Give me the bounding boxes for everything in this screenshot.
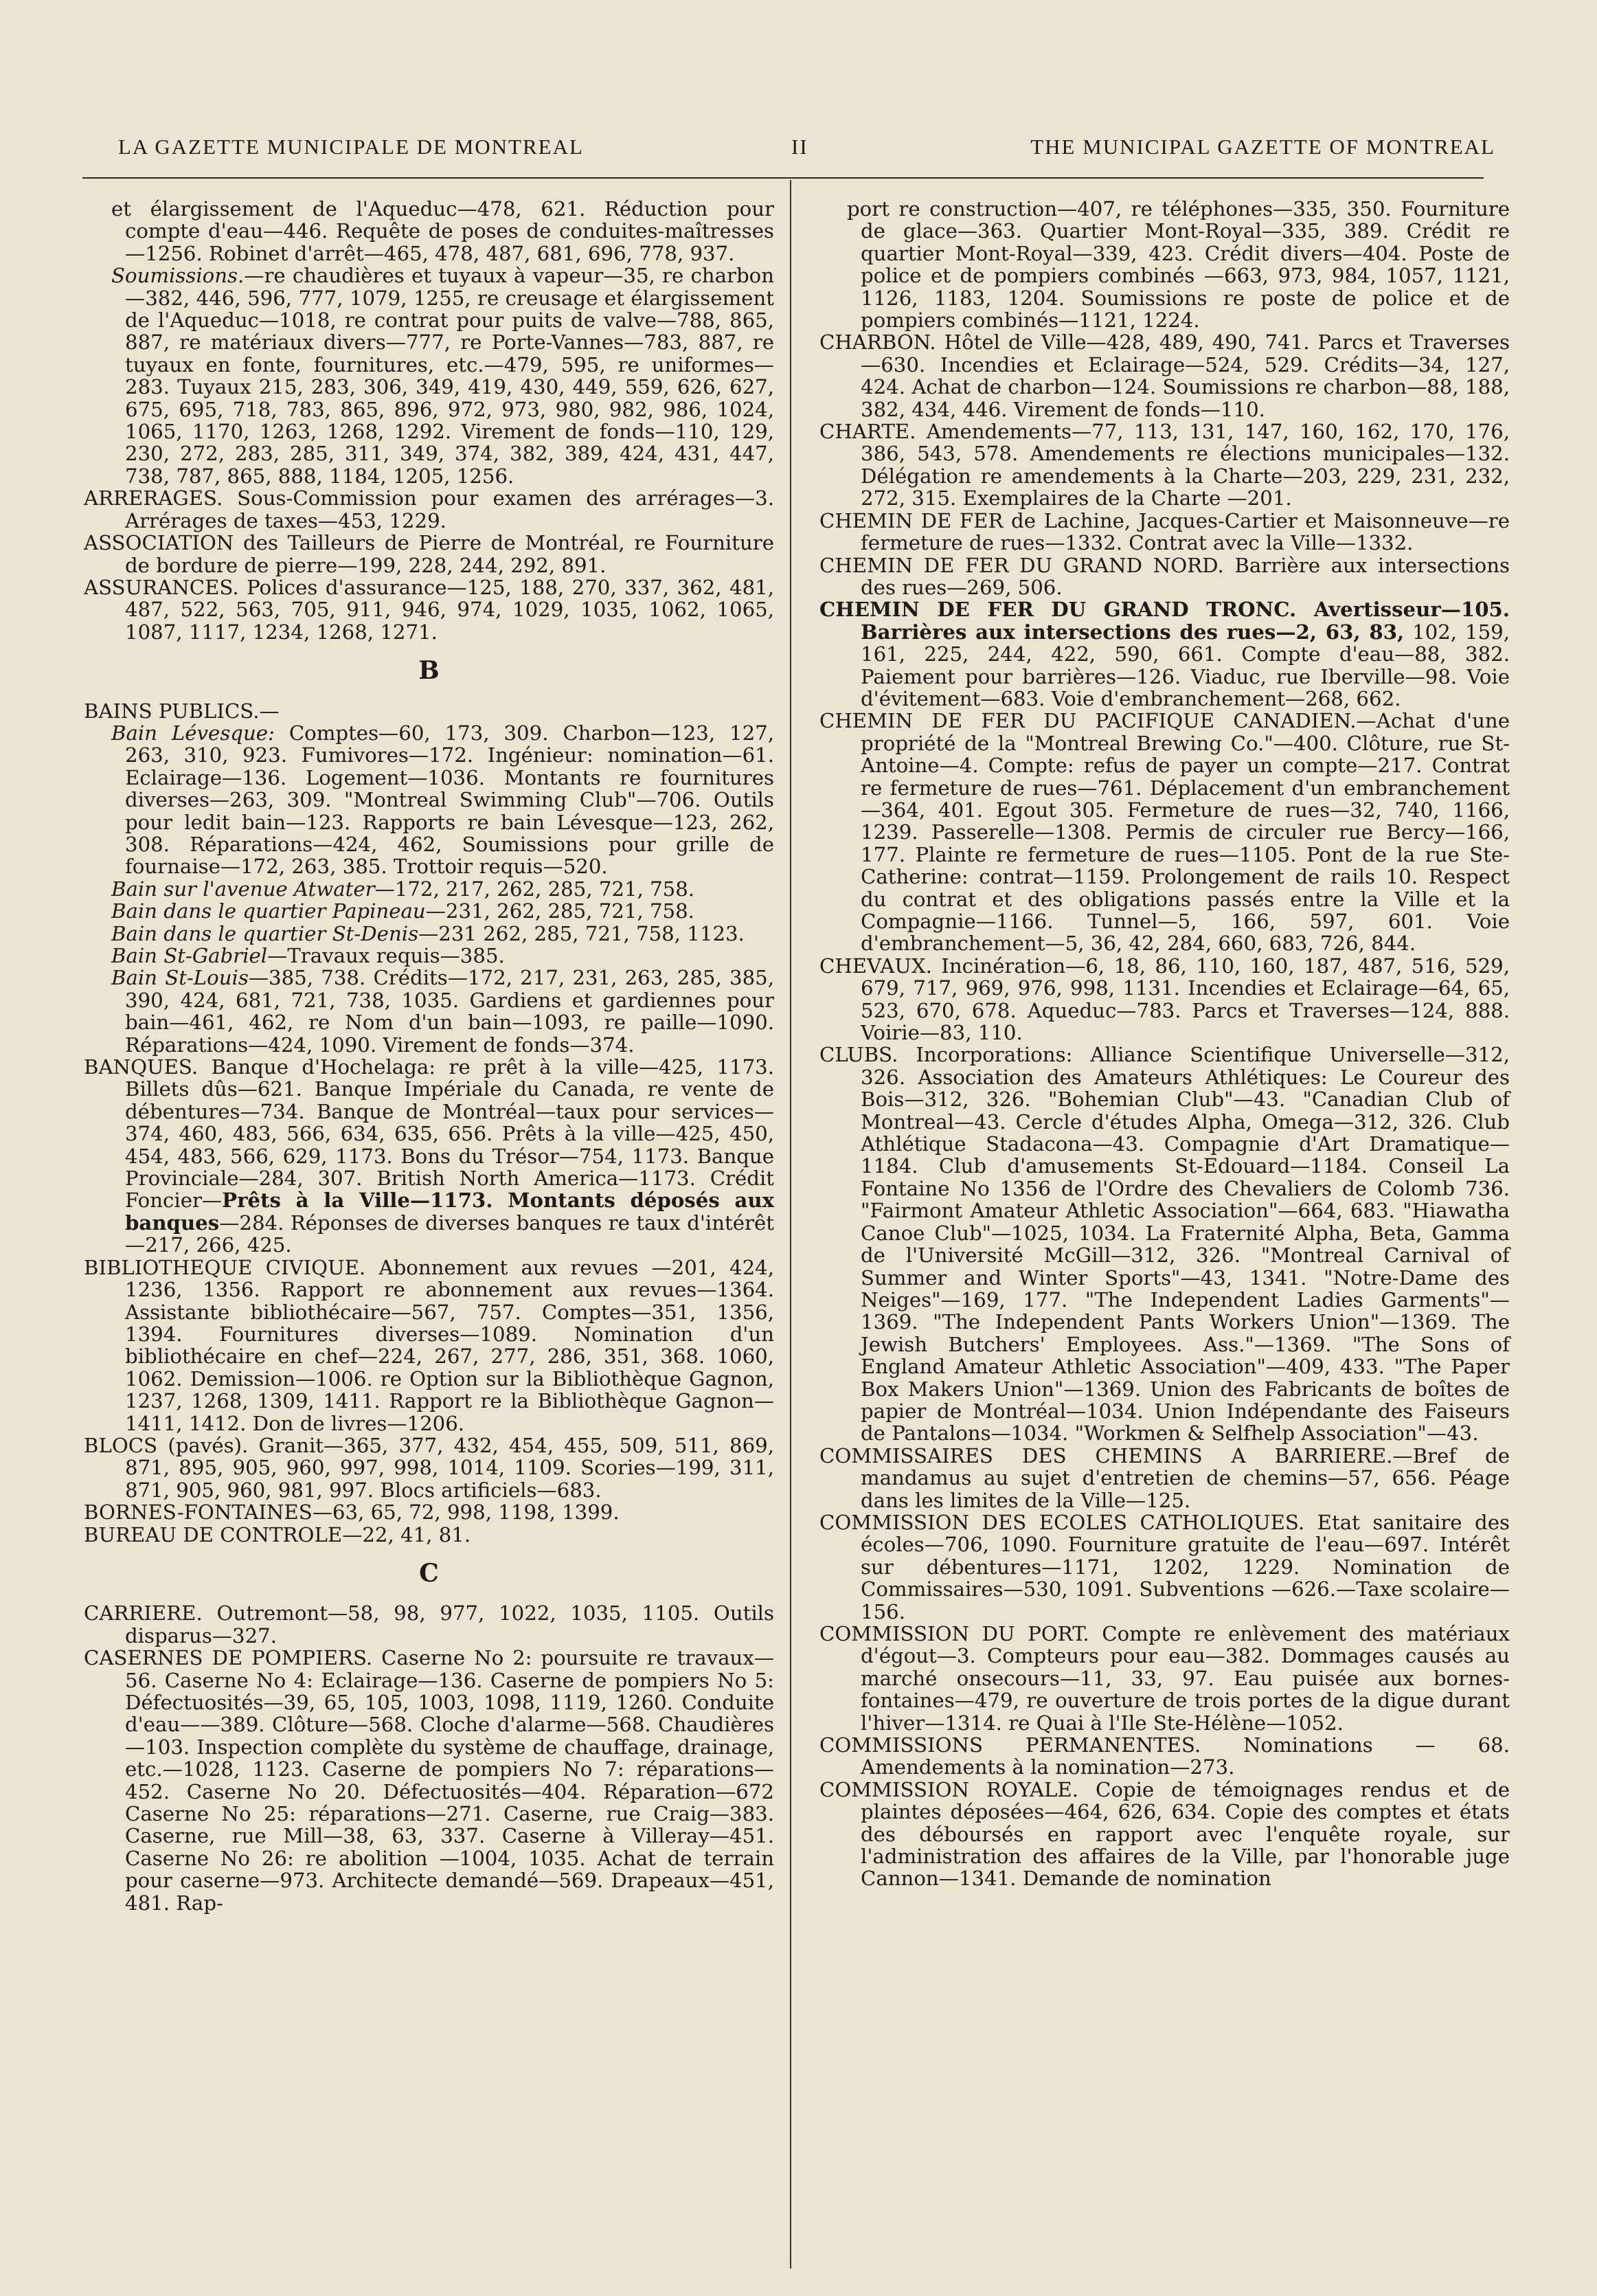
index-entry: CASERNES DE POMPIERS. Caserne No 2: poursuite re travaux—56. Caserne No 4: Eclairage—136. Caserne de pompiers No 5: Défectuosités—39, 65, 105, 1003, 1098, 1119, 1260. Conduite d'eau——389. Clôture—568. Cloche d'alarme—568. Chaudières—103. Inspection complète du système de chauffage, drainage, etc.—1028, 1123. Caserne de pompiers No 7: réparations—452. Caserne No 20. Défectuosités—404. Réparation—672 Caserne No 25: réparations—271. Caserne, rue Craig—383. Caserne, rue Mill—38, 63, 337. Caserne à Villeray—451. Caserne No 26: re abolition —1004, 1035. Achat de terrain pour caserne—973. Architecte demandé—569. Drapeaux—451, 481. Rap- [84, 1646, 774, 1915]
index-entry [84, 923, 774, 945]
entry-text: —Travaux requis—385. [267, 944, 505, 967]
section-letter-b: B [418, 656, 440, 686]
index-entry [84, 265, 774, 487]
index-entry: CARRIERE. Outremont—58, 98, 977, 1022, 1035, 1105. Outils disparus—327. [84, 1601, 774, 1647]
index-entry: COMMISSION ROYALE. Copie de témoignages rendus et de plaintes déposées—464, 626, 634. Copie des comptes et états des déboursés en rapport avec l'enquête royale, sur l'administration des affaires de la Ville, par l'honorable juge Cannon—1341. Demande de nomination [819, 1777, 1510, 1891]
header-rule [82, 177, 1484, 179]
index-entry: CHEMIN DE FER de Lachine, Jacques-Cartier et Maisonneuve—re fermeture de rues—1332. Contrat avec la Ville—1332. [819, 508, 1510, 555]
header-title-french: LA GAZETTE MUNICIPALE DE MONTREAL [118, 135, 584, 159]
entry-text: 102, 159, 161, 225, 244, 422, 590, 661. Compte d'eau—88, 382. Paiement pour barrières—126. Viaduc, rue Iberville—98. Voie d'évitement—683. Voie d'embranchement—268, 662. [861, 620, 1510, 710]
entry-text: —231 262, 285, 721, 758, 1123. [418, 921, 745, 945]
index-entry: COMMISSION DES ECOLES CATHOLIQUES. Etat sanitaire des écoles—706, 1090. Fourniture gratuite de l'eau—697. Intérêt sur débentures—1171, 1202, 1229. Nomination de Commissaires—530, 1091. Subventions —626.—Taxe scolaire—156. [819, 1510, 1510, 1623]
index-entry [84, 722, 774, 878]
right-column [819, 198, 1510, 1890]
index-entry: CHEMIN DE FER DU GRAND NORD. Barrière aux intersections des rues—269, 506. [819, 553, 1510, 599]
entry-text: —385, 738. Crédits—172, 217, 231, 263, 285, 385, 390, 424, 681, 721, 738, 1035. Gardiens et gardiennes pour bain—461, 462, re Nom d'un bain—1093, re paille—1090. Réparations—424, 1090. Virement de fonds—374. [125, 966, 774, 1057]
index-entry [819, 598, 1510, 710]
index-entry [84, 1056, 774, 1257]
index-entry: COMMISSAIRES DES CHEMINS A BARRIERE.—Bref de mandamus au sujet d'entretien de chemins—57, 656. Péage dans les limites de la Ville—125. [819, 1443, 1510, 1512]
index-entry: ASSOCIATION des Tailleurs de Pierre de Montréal, re Fourniture de bordure de pierre—199, 228, 244, 292, 891. [84, 531, 774, 577]
index-entry: port re construction—407, re téléphones—335, 350. Fourniture de glace—363. Quartier Mont-Royal—335, 389. Crédit re quartier Mont-Royal—339, 423. Crédit divers—404. Poste de police et de pompiers combinés —663, 973, 984, 1057, 1121, 1126, 1183, 1204. Soumissions re poste de police et de pompiers combinés—1121, 1224. [847, 197, 1510, 333]
index-entry: ASSURANCES. Polices d'assurance—125, 188, 270, 337, 362, 481, 487, 522, 563, 705, 911, 946, 974, 1029, 1035, 1062, 1065, 1087, 1117, 1234, 1268, 1271. [84, 575, 774, 644]
index-entry: CLUBS. Incorporations: Alliance Scientifique Universelle—312, 326. Association des Amateurs Athlétiques: Le Coureur des Bois—312, 326. "Bohemian Club"—43. "Canadian Club of Montreal—43. Cercle d'études Alpha, Omega—312, 326. Club Athlétique Stadacona—43. Compagnie d'Art Dramatique—1184. Club d'amusements St-Edouard—1184. Conseil La Fontaine No 1356 de l'Ordre des Chevaliers de Colomb 736. "Fairmont Amateur Athletic Association"—664, 683. "Hiawatha Canoe Club"—1025, 1034. La Fraternité Alpha, Beta, Gamma de l'Université McGill—312, 326. "Montreal Carnival of Summer and Winter Sports"—43, 1341. "Notre-Dame des Neiges"—169, 177. "The Independent Ladies Garments"—1369. "The Independent Pants Workers Union"—1369. The Jewish Butchers' Employees. Ass."—1369. "The Sons of England Amateur Athletic Association"—409, 433. "The Paper Box Makers Union"—1369. Union des Fabricants de boîtes de papier de Montréal—1034. Union Indépendante des Faiseurs de Pantalons—1034. "Workmen & Selfhelp Association"—43. [819, 1043, 1510, 1445]
entry-label: Bain St-Gabriel [111, 944, 268, 967]
entry-text: Comptes—60, 173, 309. Charbon—123, 127, 263, 310, 923. Fumivores—172. Ingénieur: nomination—61. Eclairage—136. Logement—1036. Montants re fournitures diverses—263, 309. "Montreal Swimming Club"—706. Outils pour ledit bain—123. Rapports re bain Lévesque—123, 262, 308. Réparations—424, 462, Soumissions pour grille de fournaise—172, 263, 385. Trottoir requis—520. [125, 721, 775, 879]
index-entry: CHEVAUX. Incinération—6, 18, 86, 110, 160, 187, 487, 516, 529, 679, 717, 969, 976, 998, 1131. Incendies et Eclairage—64, 65, 523, 670, 678. Aqueduc—783. Parcs et Traverses—124, 888. Voirie—83, 110. [819, 954, 1510, 1045]
entry-label: Bain Lévesque: [111, 721, 275, 745]
index-entry [84, 945, 774, 967]
entry-text: —284. Réponses de diverses banques re taux d'intérêt—217, 266, 425. [125, 1211, 774, 1257]
index-entry: BUREAU DE CONTROLE—22, 41, 81. [84, 1522, 471, 1546]
page-header [118, 135, 1495, 168]
entry-label: Bain sur l'avenue Atwater [111, 877, 375, 901]
entry-bold-text: CHEMIN DE FER DU GRAND TRONC. Avertisseur—105. Barrières aux intersections des rues—2, 63, 83, [819, 598, 1510, 644]
index-entry: ARRERAGES. Sous-Commission pour examen des arrérages—3. Arrérages de taxes—453, 1229. [84, 486, 774, 532]
index-entry: COMMISSIONS PERMANENTES. Nominations — 68. Amendements à la nomination—273. [819, 1733, 1510, 1779]
entry-bold-text: Prêts à la Ville—1173. Montants déposés aux banques [125, 1189, 774, 1235]
section-letter-c: C [419, 1558, 439, 1588]
entry-text: —re chaudières et tuyaux à vapeur—35, re charbon—382, 446, 596, 777, 1079, 1255, re creusage et élargissement de l'Aqueduc—1018, re contrat pour puits de valve—788, 865, 887, re matériaux divers—777, re Porte-Vannes—783, 887, re tuyaux en fonte, fournitures, etc.—479, 595, re uniformes—283. Tuyaux 215, 283, 306, 349, 419, 430, 449, 559, 626, 627, 675, 695, 718, 783, 865, 896, 972, 973, 980, 982, 986, 1024, 1065, 1170, 1263, 1268, 1292. Virement de fonds—110, 129, 230, 272, 283, 285, 311, 349, 374, 382, 389, 424, 431, 447, 738, 787, 865, 888, 1184, 1205, 1256. [125, 264, 774, 488]
entry-label: Bain dans le quartier St-Denis [111, 921, 419, 945]
index-entry: CHEMIN DE FER DU PACIFIQUE CANADIEN.—Achat d'une propriété de la "Montreal Brewing Co."—400. Clôture, rue St-Antoine—4. Compte: refus de payer un compte—217. Contrat re fermeture de rues—761. Déplacement d'un embranchement—364, 401. Egout 305. Fermeture de rues—32, 740, 1166, 1239. Passerelle—1308. Permis de circuler rue Bercy—166, 177. Plainte re fermeture de rues—1105. Pont de la rue Ste-Catherine: contrat—1159. Prolongement de rails 10. Respect du contrat et des obligations passés entre la Ville et la Compagnie—1166. Tunnel—5, 166, 597, 601. Voie d'embranchement—5, 36, 42, 284, 660, 683, 726, 844. [819, 709, 1510, 956]
index-entry: CHARBON. Hôtel de Ville—428, 489, 490, 741. Parcs et Traverses—630. Incendies et Eclairage—524, 529. Crédits—34, 127, 424. Achat de charbon—124. Soumissions re charbon—88, 188, 382, 434, 446. Virement de fonds—110. [819, 330, 1510, 421]
entry-text: —231, 262, 285, 721, 758. [425, 899, 694, 923]
index-entry: BLOCS (pavés). Granit—365, 377, 432, 454, 455, 509, 511, 869, 871, 895, 905, 960, 997, 998, 1014, 1109. Scories—199, 311, 871, 905, 960, 981, 997. Blocs artificiels—683. [84, 1433, 774, 1502]
index-entry [84, 967, 774, 1056]
header-title-english: THE MUNICIPAL GAZETTE OF MONTREAL [1030, 135, 1495, 159]
entry-label: Soumissions. [111, 264, 245, 288]
entry-text: BANQUES. Banque d'Hochelaga: re prêt à la ville—425, 1173. Billets dûs—621. Banque Impériale du Canada, re vente de débentures—734. Banque de Montréal—taux pour services—374, 460, 483, 566, 634, 635, 656. Prêts à la ville—425, 450, 454, 483, 566, 629, 1173. Bons du Trésor—754, 1173. Banque Provinciale—284, 307. British North America—1173. Crédit Foncier— [84, 1055, 774, 1213]
index-entry: et élargissement de l'Aqueduc—478, 621. Réduction pour compte d'eau—446. Requête de poses de conduites-maîtresses—1256. Robinet d'arrêt—465, 478, 487, 681, 696, 778, 937. [111, 197, 774, 265]
entry-label: Bain St-Louis [111, 966, 249, 990]
entry-text: —172, 217, 262, 285, 721, 758. [374, 877, 695, 901]
index-entry: BORNES-FONTAINES—63, 65, 72, 998, 1198, 1399. [84, 1500, 620, 1524]
index-entry [84, 878, 774, 900]
index-entry: COMMISSION DU PORT. Compte re enlèvement des matériaux d'égout—3. Compteurs pour eau—382. Dommages causés au marché onsecours—11, 33, 97. Eau puisée aux bornes-fontaines—479, re ouverture de trois portes de la digue durant l'hiver—1314. re Quai à l'Ile Ste-Hélène—1052. [819, 1622, 1510, 1735]
index-entry: CHARTE. Amendements—77, 113, 131, 147, 160, 162, 170, 176, 386, 543, 578. Amendements re élections municipales—132. Délégation re amendements à la Charte—203, 229, 231, 232, 272, 315. Exemplaires de la Charte —201. [819, 420, 1510, 510]
index-entry: BAINS PUBLICS.— [84, 699, 280, 723]
index-entry: BIBLIOTHEQUE CIVIQUE. Abonnement aux revues —201, 424, 1236, 1356. Rapport re abonnement aux revues—1364. Assistante bibliothécaire—567, 757. Comptes—351, 1356, 1394. Fournitures diverses—1089. Nomination d'un bibliothécaire en chef—224, 267, 277, 286, 351, 368. 1060, 1062. Demission—1006. re Option sur la Bibliothèque Gagnon, 1237, 1268, 1309, 1411. Rapport re la Bibliothèque Gagnon—1411, 1412. Don de livres—1206. [84, 1255, 774, 1435]
page-number: II [791, 135, 808, 159]
index-entry [84, 900, 774, 922]
column-divider [790, 180, 791, 2269]
left-column [84, 198, 774, 1914]
entry-label: Bain dans le quartier Papineau [111, 899, 426, 923]
